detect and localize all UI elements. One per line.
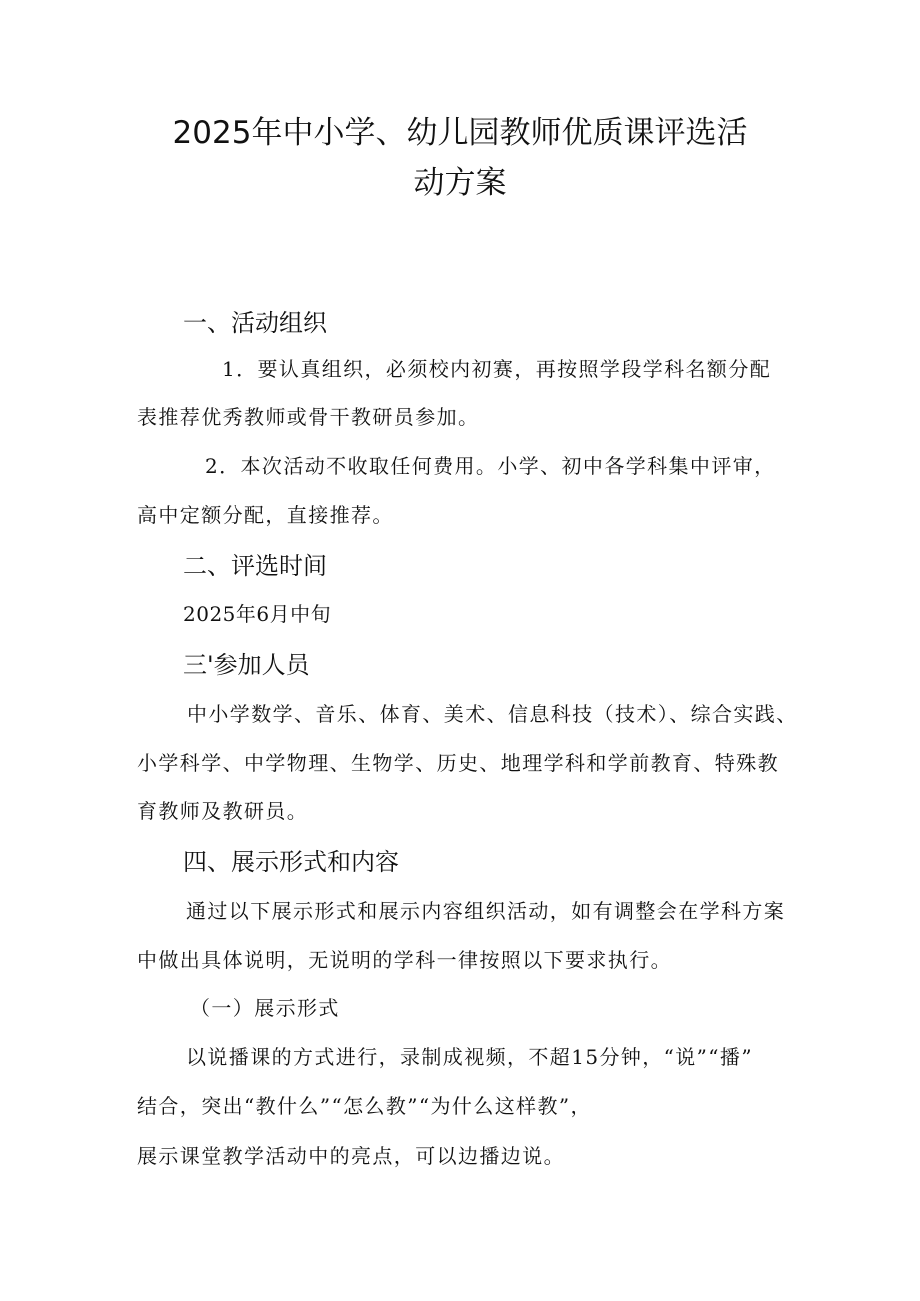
paragraph-line: 结合，突出“教什么”“怎么教”“为什么这样教”，: [137, 1094, 592, 1118]
document-title: [0, 108, 920, 208]
paragraph-line: 小学科学、中学物理、生物学、历史、地理学科和学前教育、特殊教: [137, 751, 779, 775]
section-heading-time: 二、评选时间: [183, 552, 327, 580]
paragraph-line: 2025年6月中旬: [183, 602, 332, 626]
paragraph-line: 中做出具体说明，无说明的学科一律按照以下要求执行。: [137, 948, 672, 972]
paragraph-line: 表推荐优秀教师或骨干教研员参加。: [137, 405, 480, 429]
paragraph-line: 展示课堂教学活动中的亮点，可以边播边说。: [137, 1144, 565, 1168]
section-heading-participants: 三'参加人员: [183, 651, 310, 679]
section-heading-format-content: 四、展示形式和内容: [183, 848, 399, 876]
paragraph-line: 2．本次活动不收取任何费用。小学、初中各学科集中评审，: [205, 454, 776, 478]
paragraph-line: 中小学数学、音乐、体育、美术、信息科技（技术）、综合实践、: [187, 702, 798, 726]
title-line-2: 动方案: [413, 165, 507, 201]
paragraph-line: 通过以下展示形式和展示内容组织活动，如有调整会在学科方案: [186, 899, 786, 923]
paragraph-line: 育教师及教研员。: [137, 799, 309, 823]
paragraph-line: 以说播课的方式进行，录制成视频，不超15分钟，“说”“播”: [186, 1045, 753, 1069]
section-heading-organization: 一、活动组织: [183, 309, 327, 337]
paragraph-line: 1．要认真组织，必须校内初赛，再按照学段学科名额分配: [222, 357, 772, 381]
paragraph-line: 高中定额分配，直接推荐。: [137, 503, 394, 527]
title-line-1: 2025年中小学、幼儿园教师优质课评选活: [172, 115, 748, 151]
subsection-heading-format: （一）展示形式: [190, 996, 340, 1020]
